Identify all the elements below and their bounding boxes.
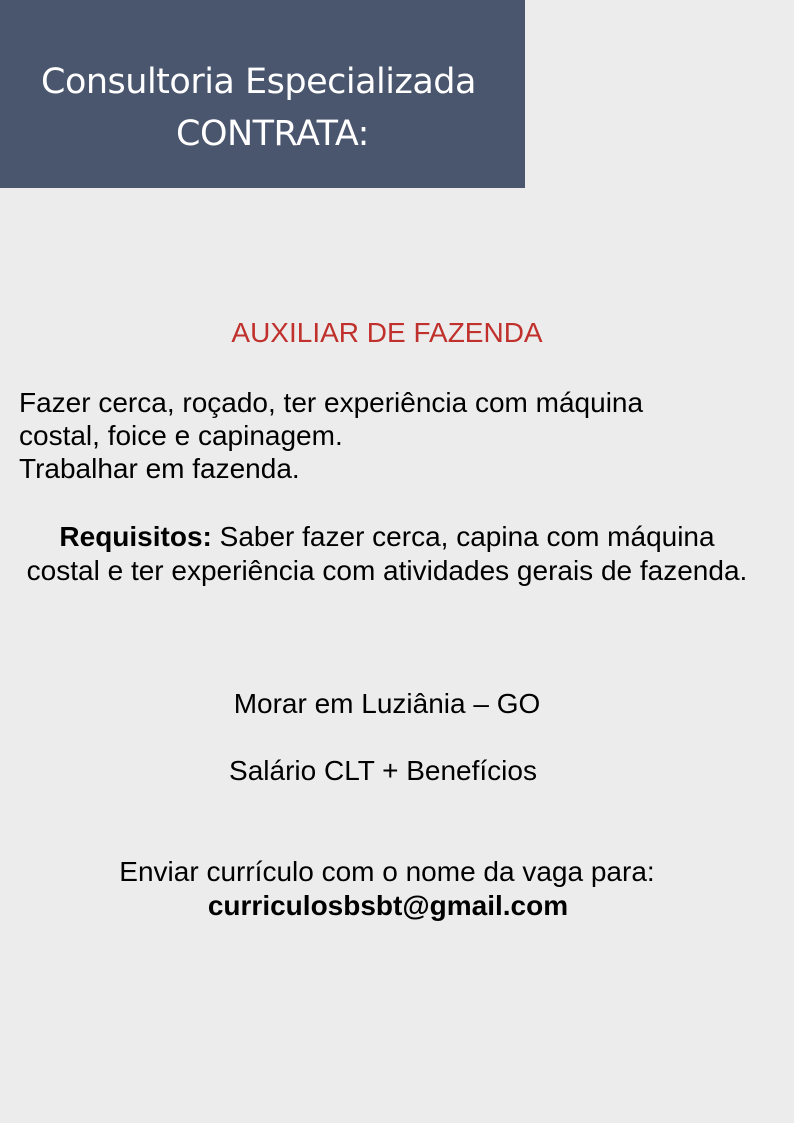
header-banner — [0, 0, 525, 188]
requirements-label: Requisitos: — [59, 521, 212, 552]
salary-info: Salário CLT + Benefícios — [229, 755, 537, 786]
application-instruction: Enviar currículo com o nome da vaga para: — [119, 856, 655, 887]
requirements-paragraph — [20, 520, 754, 587]
job-description — [19, 386, 643, 485]
contact-email: curriculosbsbt@gmail.com — [207, 890, 569, 921]
description-line: Fazer cerca, roçado, ter experiência com máquina — [19, 387, 644, 418]
location-requirement: Morar em Luziânia – GO — [233, 688, 541, 719]
requirements-text: Saber fazer cerca, capina com máquina costal e ter experiência com atividades gerais de fazenda. — [26, 521, 748, 586]
job-title: AUXILIAR DE FAZENDA — [231, 317, 543, 348]
description-line: costal, foice e capinagem. — [19, 420, 343, 451]
description-line: Trabalhar em fazenda. — [19, 453, 300, 484]
company-name: Consultoria Especializada — [41, 62, 476, 102]
hiring-label: CONTRATA: — [176, 114, 369, 154]
